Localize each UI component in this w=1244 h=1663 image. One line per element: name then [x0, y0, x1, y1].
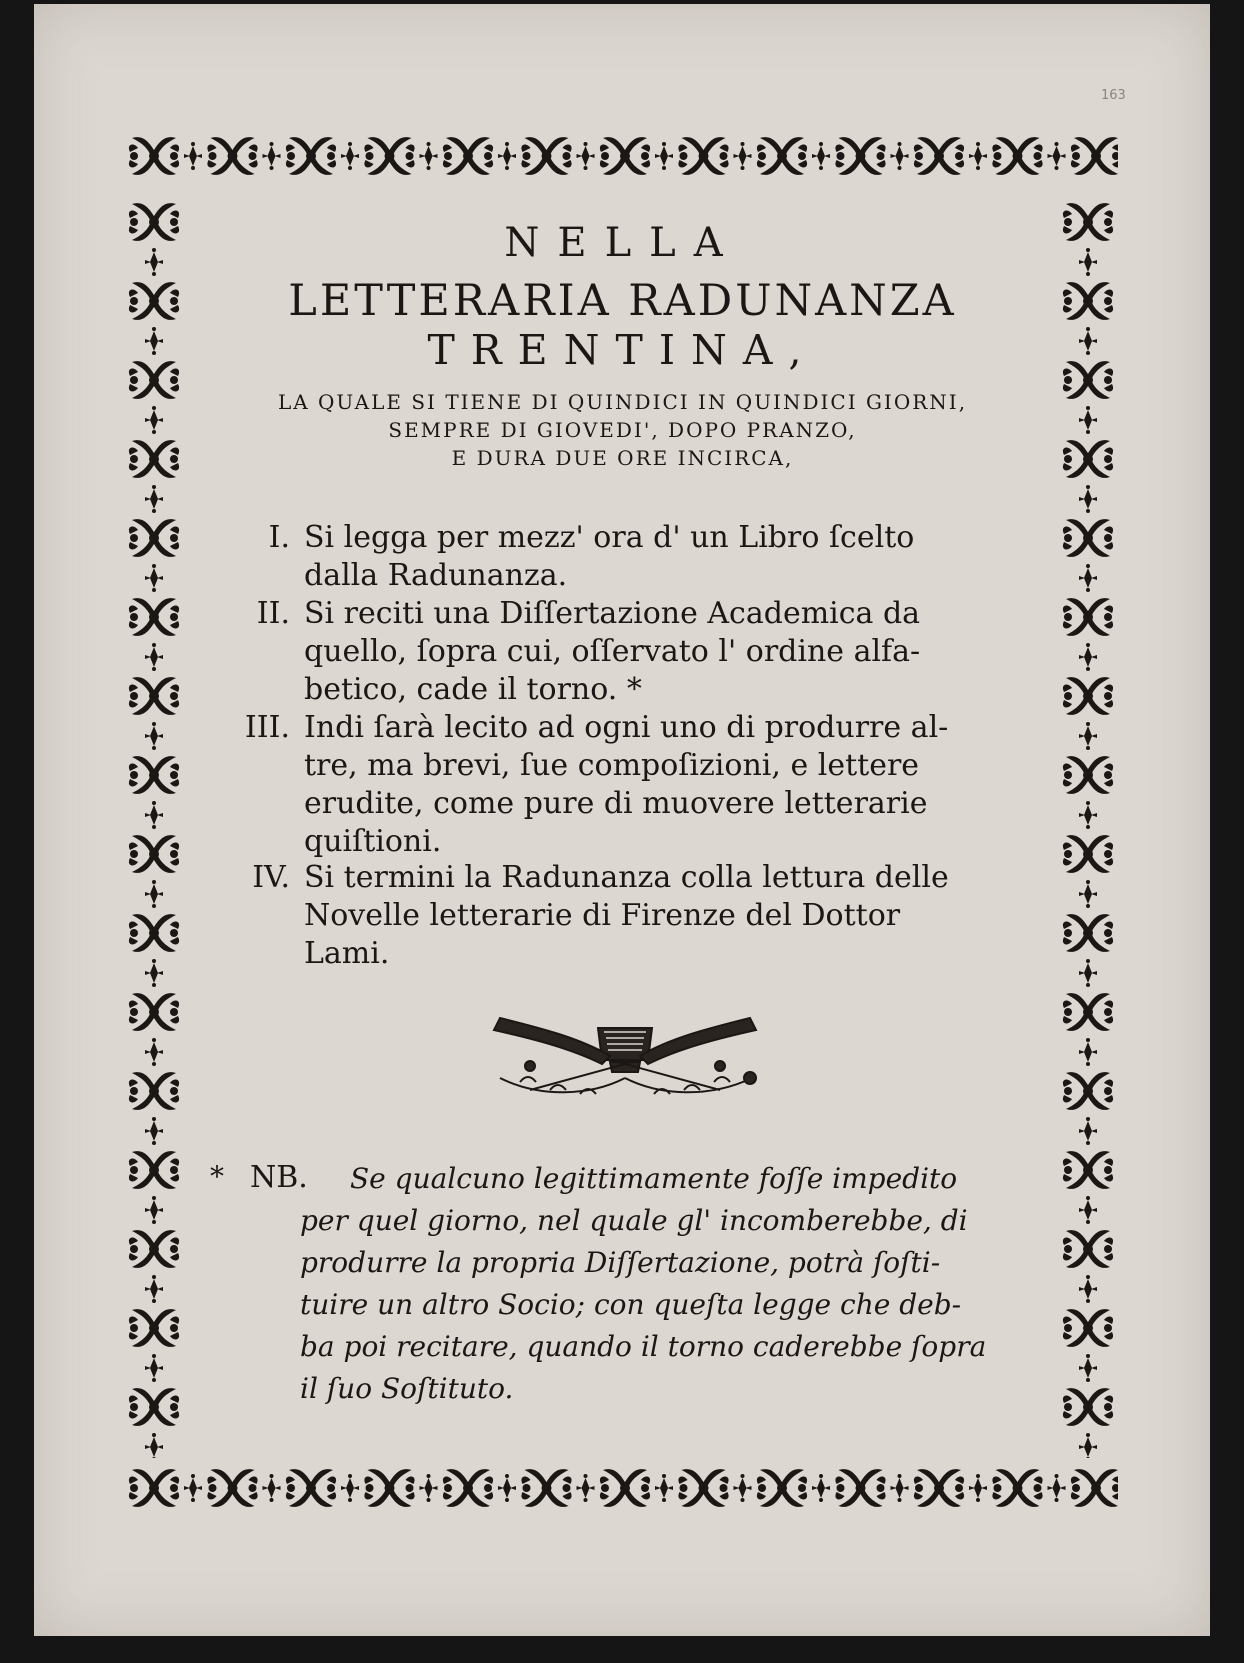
fleuron-ornament-icon	[1063, 1151, 1113, 1189]
small-fleuron-icon	[734, 1474, 752, 1502]
fleuron-ornament-icon	[286, 1469, 336, 1507]
small-fleuron-icon	[184, 1474, 202, 1502]
fleuron-ornament-icon	[1063, 282, 1113, 320]
fleuron-ornament-icon	[1063, 914, 1113, 952]
small-fleuron-icon	[891, 142, 909, 170]
small-fleuron-icon	[1079, 327, 1097, 355]
subheading-line-1: LA QUALE SI TIENE DI QUINDICI IN QUINDICI GIORNI,	[277, 390, 968, 414]
fleuron-ornament-icon	[129, 835, 179, 873]
small-fleuron-icon	[655, 142, 673, 170]
rule-line: dalla Radunanza.	[304, 558, 568, 593]
fleuron-ornament-icon	[129, 1469, 179, 1507]
small-fleuron-icon	[1079, 1354, 1097, 1382]
small-fleuron-icon	[1079, 1275, 1097, 1303]
small-fleuron-icon	[1079, 485, 1097, 513]
small-fleuron-icon	[341, 142, 359, 170]
small-fleuron-icon	[1079, 722, 1097, 750]
fleuron-ornament-icon	[129, 1230, 179, 1268]
note-line: ba poi recitare, quando il torno caderebbe ſopra	[300, 1330, 987, 1363]
rule-number: III.	[244, 710, 290, 745]
small-fleuron-icon	[812, 142, 830, 170]
fleuron-ornament-icon	[1063, 1072, 1113, 1110]
note-line: per quel giorno, nel quale gl' incomberebbe, di	[300, 1204, 968, 1237]
rule-line: tre, ma brevi, ſue compoſizioni, e lettere	[304, 748, 920, 783]
fleuron-ornament-icon	[1063, 1388, 1113, 1426]
small-fleuron-icon	[1079, 801, 1097, 829]
fleuron-ornament-icon	[1063, 1309, 1113, 1347]
small-fleuron-icon	[145, 801, 163, 829]
small-fleuron-icon	[145, 1117, 163, 1145]
small-fleuron-icon	[577, 1474, 595, 1502]
small-fleuron-icon	[1079, 1038, 1097, 1066]
fleuron-ornament-icon	[914, 137, 964, 175]
fleuron-ornament-icon	[129, 282, 179, 320]
small-fleuron-icon	[1079, 959, 1097, 987]
fleuron-ornament-icon	[835, 137, 885, 175]
fleuron-ornament-icon	[992, 137, 1042, 175]
fleuron-ornament-icon	[678, 1469, 728, 1507]
fleuron-ornament-icon	[914, 1469, 964, 1507]
heading-line-1: NELLA	[504, 220, 741, 266]
heading-line-3: TRENTINA,	[427, 326, 818, 374]
rule-line: Si reciti una Diſſertazione Academica da	[304, 596, 921, 631]
fleuron-ornament-icon	[1063, 598, 1113, 636]
small-fleuron-icon	[498, 1474, 516, 1502]
small-fleuron-icon	[1079, 880, 1097, 908]
fleuron-ornament-icon	[521, 137, 571, 175]
fleuron-ornament-icon	[1071, 137, 1118, 175]
small-fleuron-icon	[420, 1474, 438, 1502]
small-fleuron-icon	[1079, 1433, 1097, 1458]
small-fleuron-icon	[145, 959, 163, 987]
small-fleuron-icon	[1079, 406, 1097, 434]
small-fleuron-icon	[1079, 1117, 1097, 1145]
fleuron-ornament-icon	[1063, 677, 1113, 715]
small-fleuron-icon	[1079, 248, 1097, 276]
rule-line: Lami.	[304, 936, 390, 971]
small-fleuron-icon	[145, 564, 163, 592]
fleuron-ornament-icon	[129, 361, 179, 399]
fleuron-ornament-icon	[129, 598, 179, 636]
fleuron-ornament-icon	[364, 137, 414, 175]
fleuron-ornament-icon	[678, 137, 728, 175]
fleuron-ornament-icon	[1063, 756, 1113, 794]
fleuron-ornament-icon	[1063, 835, 1113, 873]
small-fleuron-icon	[1048, 142, 1066, 170]
fleuron-ornament-icon	[129, 756, 179, 794]
small-fleuron-icon	[420, 142, 438, 170]
fleuron-ornament-icon	[1063, 993, 1113, 1031]
fleuron-ornament-icon	[207, 1469, 257, 1507]
small-fleuron-icon	[1079, 564, 1097, 592]
rule-line: Si legga per mezz' ora d' un Libro ſcelto	[304, 520, 915, 555]
rule-line: quiſtioni.	[304, 824, 442, 859]
rule-line: Novelle letterarie di Firenze del Dottor	[304, 898, 901, 933]
small-fleuron-icon	[263, 1474, 281, 1502]
small-fleuron-icon	[145, 1038, 163, 1066]
rule-number: II.	[256, 596, 290, 631]
rule-line: quello, ſopra cui, oſſervato l' ordine alfa-	[304, 634, 921, 669]
fleuron-ornament-icon	[129, 993, 179, 1031]
small-fleuron-icon	[969, 142, 987, 170]
fleuron-ornament-icon	[129, 137, 179, 175]
small-fleuron-icon	[145, 1275, 163, 1303]
fleuron-ornament-icon	[443, 137, 493, 175]
rule-line: betico, cade il torno. *	[304, 672, 642, 707]
fleuron-ornament-icon	[992, 1469, 1042, 1507]
small-fleuron-icon	[145, 1354, 163, 1382]
fleuron-ornament-icon	[1063, 203, 1113, 241]
fleuron-ornament-icon	[600, 1469, 650, 1507]
fleuron-ornament-icon	[129, 1151, 179, 1189]
fleuron-ornament-icon	[129, 1388, 179, 1426]
ornament-border-top	[124, 126, 1118, 186]
small-fleuron-icon	[145, 248, 163, 276]
fleuron-ornament-icon	[129, 677, 179, 715]
rule-number: I.	[268, 520, 290, 555]
small-fleuron-icon	[145, 1196, 163, 1224]
small-fleuron-icon	[577, 142, 595, 170]
fleuron-ornament-icon	[129, 519, 179, 557]
fleuron-ornament-icon	[129, 203, 179, 241]
fleuron-ornament-icon	[757, 137, 807, 175]
subheading-line-2: SEMPRE DI GIOVEDI', DOPO PRANZO,	[388, 418, 857, 442]
ornament-border-bottom	[124, 1458, 1118, 1518]
trophy-vignette-icon	[470, 1008, 780, 1112]
ornament-border-left	[124, 186, 184, 1458]
small-fleuron-icon	[145, 643, 163, 671]
pencil-folio-number: 163	[1101, 88, 1126, 103]
fleuron-ornament-icon	[1063, 1230, 1113, 1268]
small-fleuron-icon	[341, 1474, 359, 1502]
note-line: produrre la propria Diſſertazione, potrà ſoſti-	[300, 1246, 941, 1279]
fleuron-ornament-icon	[757, 1469, 807, 1507]
fleuron-ornament-icon	[207, 137, 257, 175]
rule-number: IV.	[252, 860, 290, 895]
small-fleuron-icon	[145, 880, 163, 908]
fleuron-ornament-icon	[129, 914, 179, 952]
small-fleuron-icon	[498, 142, 516, 170]
fleuron-ornament-icon	[521, 1469, 571, 1507]
nb-label: NB.	[250, 1160, 308, 1195]
rule-line: Indi ſarà lecito ad ogni uno di produrre al-	[304, 710, 949, 745]
small-fleuron-icon	[969, 1474, 987, 1502]
small-fleuron-icon	[1079, 643, 1097, 671]
note-line: tuire un altro Socio; con queſta legge che deb-	[300, 1288, 962, 1321]
small-fleuron-icon	[145, 327, 163, 355]
small-fleuron-icon	[655, 1474, 673, 1502]
rule-line: Si termini la Radunanza colla lettura delle	[304, 860, 949, 895]
small-fleuron-icon	[734, 142, 752, 170]
fleuron-ornament-icon	[364, 1469, 414, 1507]
fleuron-ornament-icon	[600, 137, 650, 175]
small-fleuron-icon	[263, 142, 281, 170]
rule-line: erudite, come pure di muovere letterarie	[304, 786, 928, 821]
fleuron-ornament-icon	[129, 440, 179, 478]
small-fleuron-icon	[1048, 1474, 1066, 1502]
fleuron-ornament-icon	[1063, 361, 1113, 399]
heading-line-2: LETTERARIA RADUNANZA	[288, 276, 957, 326]
broadside-text	[200, 200, 1045, 1430]
fleuron-ornament-icon	[835, 1469, 885, 1507]
small-fleuron-icon	[145, 485, 163, 513]
fleuron-ornament-icon	[286, 137, 336, 175]
small-fleuron-icon	[145, 406, 163, 434]
note-line: Se qualcuno legittimamente foſſe impedito	[350, 1162, 958, 1195]
note-line: il ſuo Soſtituto.	[300, 1372, 514, 1405]
subheading-line-3: E DURA DUE ORE INCIRCA,	[451, 446, 794, 470]
small-fleuron-icon	[812, 1474, 830, 1502]
fleuron-ornament-icon	[129, 1309, 179, 1347]
small-fleuron-icon	[891, 1474, 909, 1502]
fleuron-ornament-icon	[443, 1469, 493, 1507]
fleuron-ornament-icon	[1071, 1469, 1118, 1507]
footnote-asterisk: *	[210, 1160, 224, 1193]
small-fleuron-icon	[145, 1433, 163, 1458]
fleuron-ornament-icon	[1063, 440, 1113, 478]
ornament-border-right	[1058, 186, 1118, 1458]
fleuron-ornament-icon	[1063, 519, 1113, 557]
small-fleuron-icon	[145, 722, 163, 750]
small-fleuron-icon	[184, 142, 202, 170]
fleuron-ornament-icon	[129, 1072, 179, 1110]
small-fleuron-icon	[1079, 1196, 1097, 1224]
